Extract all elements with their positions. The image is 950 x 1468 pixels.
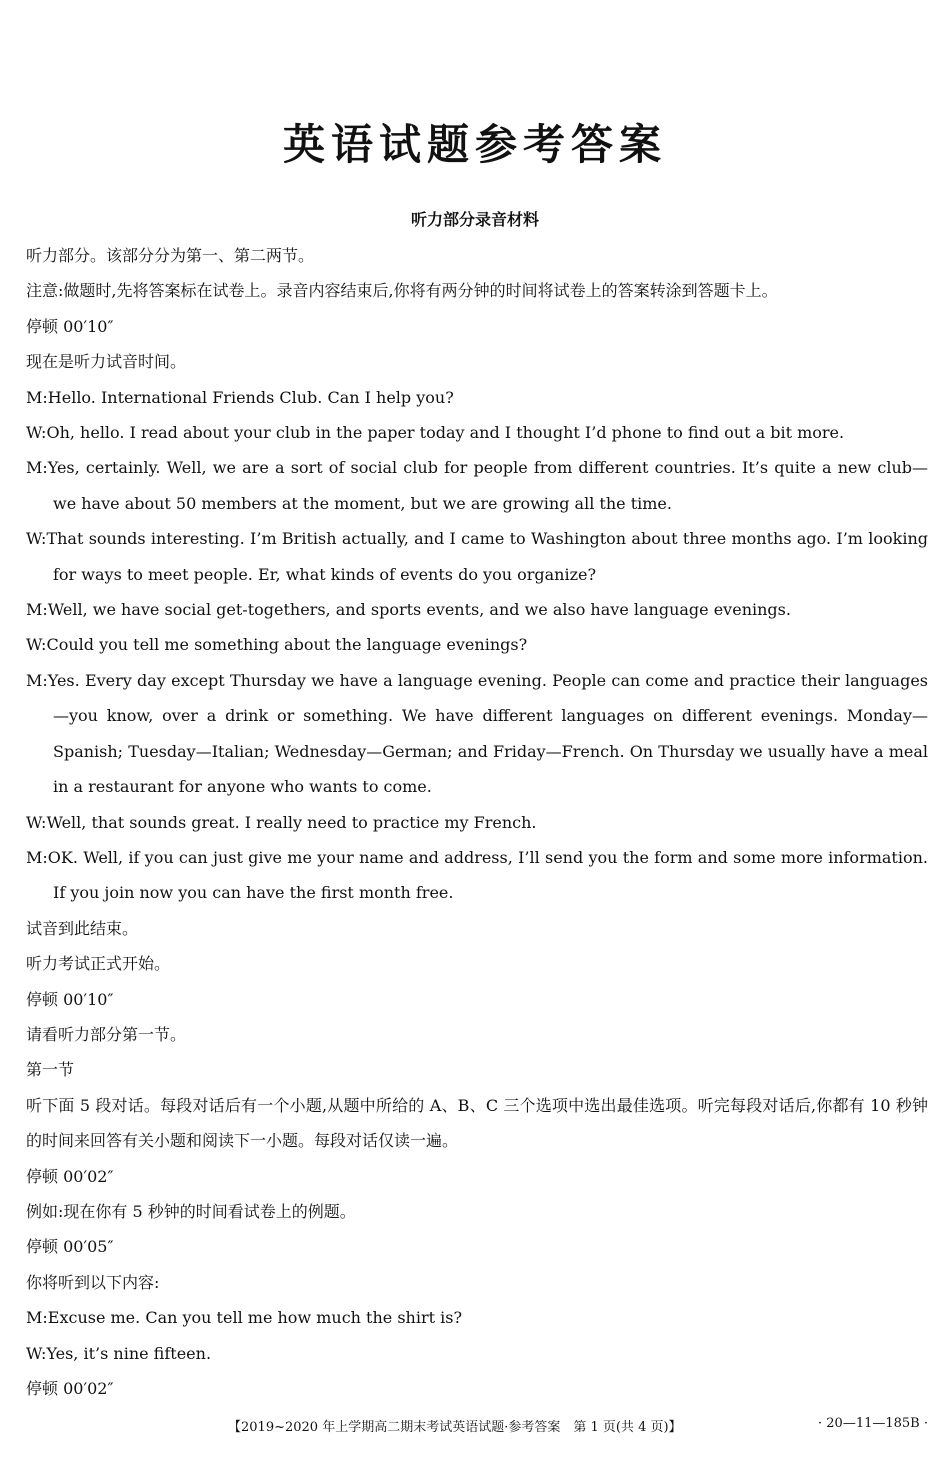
- example-text: 例如:现在你有 5 秒钟的时间看试卷上的例题。: [26, 1201, 356, 1221]
- will-hear-text: 你将听到以下内容:: [26, 1272, 160, 1292]
- dialogue-line: M:Hello. International Friends Club. Can I help you?: [26, 387, 454, 407]
- pause-text: 停顿 00′10″: [26, 316, 114, 336]
- page-footer: [228, 1416, 928, 1435]
- dialogue-line: M:Well, we have social get-togethers, and sports events, and we also have language evenings.: [26, 600, 791, 620]
- page-title: 英语试题参考答案: [282, 120, 667, 169]
- section-prompt-text: 请看听力部分第一节。: [26, 1024, 187, 1044]
- footer-code: · 20—11—185B ·: [818, 1416, 928, 1431]
- example-dialogue-line: W:Yes, it’s nine fifteen.: [26, 1343, 212, 1363]
- transcript-body: [26, 238, 928, 1406]
- pause-text: 停顿 00′02″: [26, 1166, 114, 1186]
- trial-start-text: 现在是听力试音时间。: [26, 352, 187, 372]
- dialogue-line: M:Yes. Every day except Thursday we have a language evening. People can come and practice their languages—you know, over a drink or something. We have different languages on different evenings. Monday—Spanish; Tuesday—Italian; Wednesday—German; and Friday—French. On Thursday we usually have a meal in a restaurant for anyone who wants to come.: [26, 670, 928, 797]
- dialogue-line: W:Oh, hello. I read about your club in the paper today and I thought I’d phone to find out a bit more.: [26, 423, 845, 443]
- dialogue-line: M:OK. Well, if you can just give me your name and address, I’ll send you the form and some more information. If you join now you can have the first month free.: [26, 847, 928, 903]
- instructions-text: 听下面 5 段对话。每段对话后有一个小题,从题中所给的 A、B、C 三个选项中选出最佳选项。听完每段对话后,你都有 10 秒钟的时间来回答有关小题和阅读下一小题。每段对话仅读一遍。: [26, 1095, 928, 1151]
- pause-text: 停顿 00′10″: [26, 989, 114, 1009]
- dialogue-line: W:That sounds interesting. I’m British actually, and I came to Washington about three months ago. I’m looking for ways to meet people. Er, what kinds of events do you organize?: [26, 529, 928, 584]
- exam-start-text: 听力考试正式开始。: [26, 954, 171, 974]
- intro-text: 听力部分。该部分分为第一、第二两节。: [26, 246, 315, 265]
- pause-text: 停顿 00′05″: [26, 1237, 114, 1257]
- trial-end-text: 试音到此结束。: [26, 918, 139, 938]
- section-subtitle: 听力部分录音材料: [410, 210, 539, 229]
- dialogue-line: W:Could you tell me something about the language evenings?: [26, 635, 528, 655]
- section-heading: 第一节: [26, 1060, 75, 1080]
- dialogue-line: M:Yes, certainly. Well, we are a sort of social club for people from different countries. It’s quite a new club—we have about 50 members at the moment, but we are growing all the time.: [26, 458, 928, 513]
- footer-source: 【2019~2020 年上学期高二期末考试英语试题·参考答案 第 1 页(共 4 页)】: [228, 1420, 682, 1435]
- dialogue-line: W:Well, that sounds great. I really need to practice my French.: [26, 812, 537, 832]
- example-dialogue-line: M:Excuse me. Can you tell me how much the shirt is?: [26, 1308, 463, 1328]
- pause-text: 停顿 00′02″: [26, 1379, 114, 1398]
- note-text: 注意:做题时,先将答案标在试卷上。录音内容结束后,你将有两分钟的时间将试卷上的答案转涂到答题卡上。: [26, 281, 778, 301]
